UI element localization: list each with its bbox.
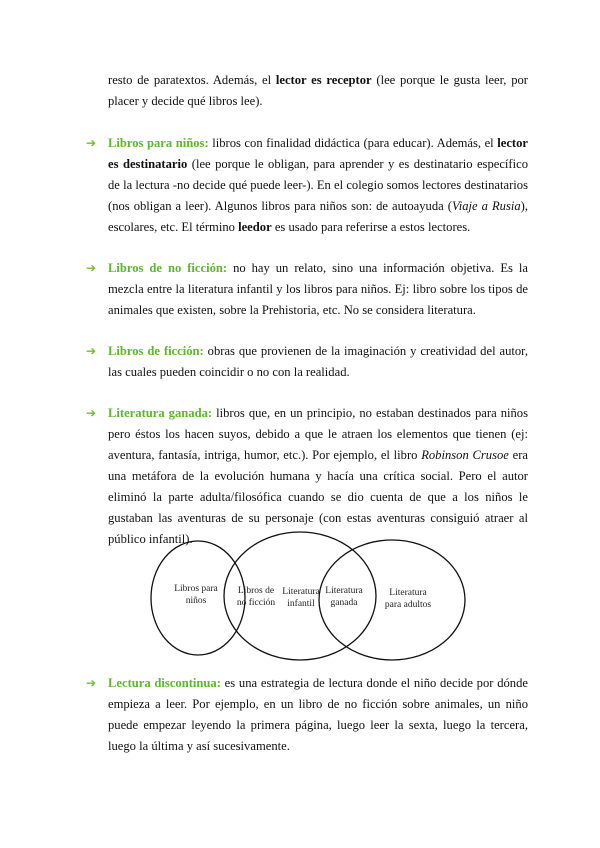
bold-leedor: leedor	[238, 220, 272, 234]
venn-diagram	[148, 530, 468, 664]
item-text: era una metáfora de la evolución humana y hacía una crítica social. Pero el autor eliminó la parte adulta/filosófica cuando se dio cuenta de que a los niños le gustaban las aventuras de su personaje (con estas aventuras consiguió atraer al público infantil).	[108, 448, 528, 546]
arrow-bullet-icon: ➔	[86, 261, 97, 275]
item-text: es usado para referirse a estos lectores.	[271, 220, 471, 234]
intro-bold-lector-receptor: lector es receptor	[275, 73, 372, 87]
arrow-bullet-icon: ➔	[86, 344, 97, 358]
venn-label-o1-line2: no ficción	[236, 598, 276, 608]
item-text: no hay un relato, sino una información objetiva. Es la mezcla entre la literatura infantil y los libros para niños. Ej: libro sobre los tipos de animales que existen, sobre la Prehistoria, etc. No se considera literatura.	[108, 261, 529, 317]
item-paragraph	[108, 673, 528, 757]
italic-title: Viaje a Rusia	[451, 199, 521, 213]
item-libros-no-ficcion	[86, 258, 528, 321]
item-paragraph	[108, 258, 528, 321]
term-label: Literatura ganada:	[108, 406, 213, 420]
arrow-bullet-icon: ➔	[86, 406, 97, 420]
venn-label-o1-line1: Libros de	[237, 586, 275, 596]
venn-label-o2-line2: ganada	[330, 598, 358, 608]
venn-label-c2-line1: Literatura	[282, 587, 320, 597]
item-paragraph	[108, 341, 528, 383]
bold-lector-destinatario: lector es destinatario	[108, 136, 528, 171]
item-libros-para-ninos	[86, 133, 528, 238]
term-label: Libros de ficción:	[108, 344, 204, 358]
item-text: libros con finalidad didáctica (para educar). Además, el	[208, 136, 498, 150]
item-literatura-ganada	[86, 403, 528, 550]
venn-label-c1-line2: niños	[185, 596, 207, 606]
item-lectura-discontinua	[86, 673, 528, 757]
venn-label-c3-line2: para adultos	[384, 600, 432, 610]
venn-svg	[148, 530, 468, 664]
item-text: ), escolares, etc. El término	[108, 199, 528, 234]
item-text: obras que provienen de la imaginación y creatividad del autor, las cuales pueden coincidir o no con la realidad.	[108, 344, 528, 379]
item-text: es una estrategia de lectura donde el niño decide por dónde empieza a leer. Por ejemplo, en un libro de no ficción sobre animales, un niño puede empezar leyendo la primera página, luego leer la sexta, luego la tercera, luego la última y así sucesivamente.	[108, 676, 528, 753]
italic-title: Robinson Crusoe	[421, 448, 509, 462]
venn-label-c1-line1: Libros para	[174, 584, 218, 594]
term-label: Libros para niños:	[108, 136, 209, 150]
arrow-bullet-icon: ➔	[86, 676, 97, 690]
term-label: Libros de no ficción:	[108, 261, 228, 275]
venn-label-c3-line1: Literatura	[389, 588, 427, 598]
arrow-bullet-icon: ➔	[86, 136, 97, 150]
intro-text-1: resto de paratextos. Además, el	[108, 73, 276, 87]
item-paragraph	[108, 403, 528, 550]
intro-text-2: (lee porque le gusta leer, por placer y decide qué libros lee).	[108, 73, 528, 108]
item-libros-ficcion	[86, 341, 528, 383]
venn-label-c2-line2: infantil	[287, 599, 315, 609]
item-paragraph	[108, 133, 528, 238]
intro-paragraph	[108, 70, 528, 112]
term-label: Lectura discontinua:	[108, 676, 221, 690]
item-text: (lee porque le obligan, para aprender y es destinatario específico de la lectura -no decide qué puede leer-). En el colegio somos lectores destinatarios (nos obligan a leer). Algunos libros para niños son: de autoayuda (	[108, 157, 528, 213]
item-text: libros que, en un principio, no estaban destinados para niños pero éstos los hacen suyos, debido a que le atraen los elementos que tienen (ej: aventura, fantasía, intriga, humor, etc.). Por ejemplo, el libro	[108, 406, 528, 462]
venn-label-o2-line1: Literatura	[325, 586, 363, 596]
